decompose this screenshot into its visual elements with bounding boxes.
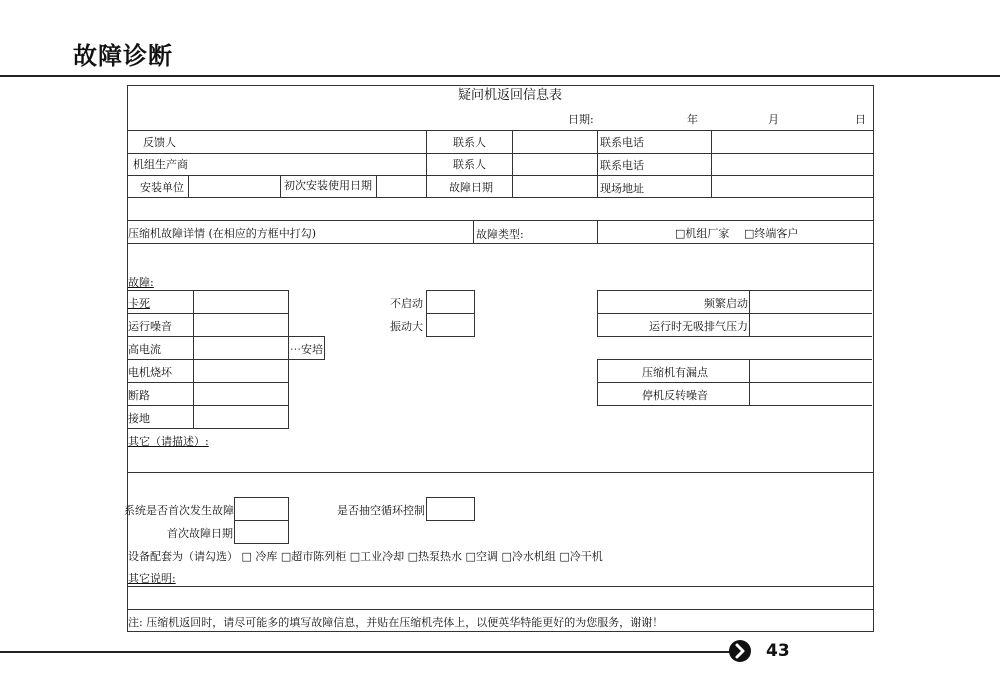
fault-item-open-circuit: 断路 [128, 389, 150, 402]
row-line [127, 290, 289, 291]
date-year: 年 [687, 113, 698, 126]
footer-note: 注: 压缩机返回时，请尽可能多的填写故障信息，并贴在压缩机壳体上，以便英华特能更好的为您服务，谢谢！ [128, 616, 664, 629]
other-description-label: 其它（请描述）: [128, 435, 209, 448]
equipment-options[interactable]: 设备配套为（请勾选） □ 冷库 □超市陈列柜 □工业冷却 □热泵热水 □空调 □冷水机组 □冷干机 [128, 550, 603, 563]
first-fault-date-box[interactable] [234, 520, 289, 544]
row-line [597, 405, 872, 406]
fault-item-noise: 运行噪音 [128, 320, 172, 333]
first-install-date-label: 初次安装使用日期 [284, 179, 372, 192]
first-fault-date-label: 首次故障日期 [167, 527, 233, 540]
col-line [376, 175, 377, 197]
row-line [127, 220, 874, 221]
row-line [127, 153, 874, 154]
option-unit-maker[interactable]: □机组厂家 [675, 227, 730, 240]
row-line [127, 313, 289, 314]
ampere-label: ⋯安培 [290, 343, 323, 356]
row-line [597, 290, 872, 291]
fault-item-reverse-noise: 停机反转噪音 [642, 389, 708, 402]
date-month: 月 [768, 113, 779, 126]
page-number: 43 [766, 641, 790, 661]
col-line [749, 290, 750, 336]
col-line [711, 130, 712, 197]
install-unit-label: 安装单位 [140, 181, 184, 194]
phone-label-2: 联系电话 [600, 159, 644, 172]
option-end-client[interactable]: □终端客户 [744, 227, 799, 240]
contact-label-1: 联系人 [453, 136, 486, 149]
row-line [127, 586, 874, 587]
row-line [127, 175, 874, 176]
fault-item-stuck: 卡死 [128, 297, 150, 310]
page-title: 故障诊断 [73, 42, 173, 70]
vibration-box[interactable] [426, 313, 475, 337]
header-rule [0, 75, 1000, 77]
fault-type-label: 故障类型: [476, 228, 524, 241]
contact-label-2: 联系人 [453, 158, 486, 171]
footer-rule [0, 651, 740, 653]
fault-item-no-pressure: 运行时无吸排气压力 [649, 320, 748, 333]
col-line [188, 175, 189, 197]
row-line [127, 428, 289, 429]
row-line [127, 243, 874, 244]
col-line [597, 359, 598, 405]
row-line [127, 197, 874, 198]
row-line [127, 359, 289, 360]
col-line [193, 290, 194, 428]
col-line [426, 130, 427, 197]
row-line [597, 313, 872, 314]
fault-date-label: 故障日期 [449, 181, 493, 194]
col-line [512, 130, 513, 197]
fault-detail-label: 压缩机故障详情 (在相应的方框中打勾) [128, 227, 317, 240]
row-line [127, 130, 874, 131]
form-title: 疑问机返回信息表 [458, 88, 563, 103]
no-start-label: 不启动 [390, 297, 423, 310]
vibration-label: 振动大 [390, 320, 423, 333]
unit-maker-label: 机组生产商 [133, 158, 188, 171]
date-label: 日期: [568, 113, 594, 126]
first-fault-question: 系统是否首次发生故障 [124, 504, 234, 517]
col-line [597, 220, 598, 243]
col-line [473, 220, 474, 243]
row-line [127, 609, 874, 610]
row-line [127, 336, 289, 337]
col-line [280, 175, 281, 197]
no-start-box[interactable] [426, 290, 475, 314]
col-line [749, 359, 750, 405]
col-line [597, 290, 598, 336]
col-line [597, 130, 598, 197]
fault-item-motor-burn: 电机烧坏 [128, 366, 172, 379]
row-line [597, 359, 872, 360]
other-note-label: 其它说明: [128, 572, 176, 585]
fault-item-leak: 压缩机有漏点 [642, 366, 708, 379]
row-line [127, 405, 289, 406]
feedback-person-label: 反馈人 [143, 136, 176, 149]
first-fault-box[interactable] [234, 497, 289, 521]
phone-label-1: 联系电话 [600, 136, 644, 149]
fault-item-ground: 接地 [128, 412, 150, 425]
row-line [597, 382, 872, 383]
date-day: 日 [855, 113, 866, 126]
fault-heading: 故障: [128, 276, 154, 289]
fault-item-frequent-start: 频繁启动 [704, 297, 748, 310]
row-line [597, 336, 872, 337]
vacuum-question: 是否抽空循环控制 [337, 504, 425, 517]
vacuum-box[interactable] [426, 497, 475, 521]
row-line [127, 472, 874, 473]
chevron-right-icon [729, 640, 751, 662]
fault-item-high-current: 高电流 [128, 343, 161, 356]
row-line [127, 382, 289, 383]
site-address-label: 现场地址 [600, 182, 644, 195]
